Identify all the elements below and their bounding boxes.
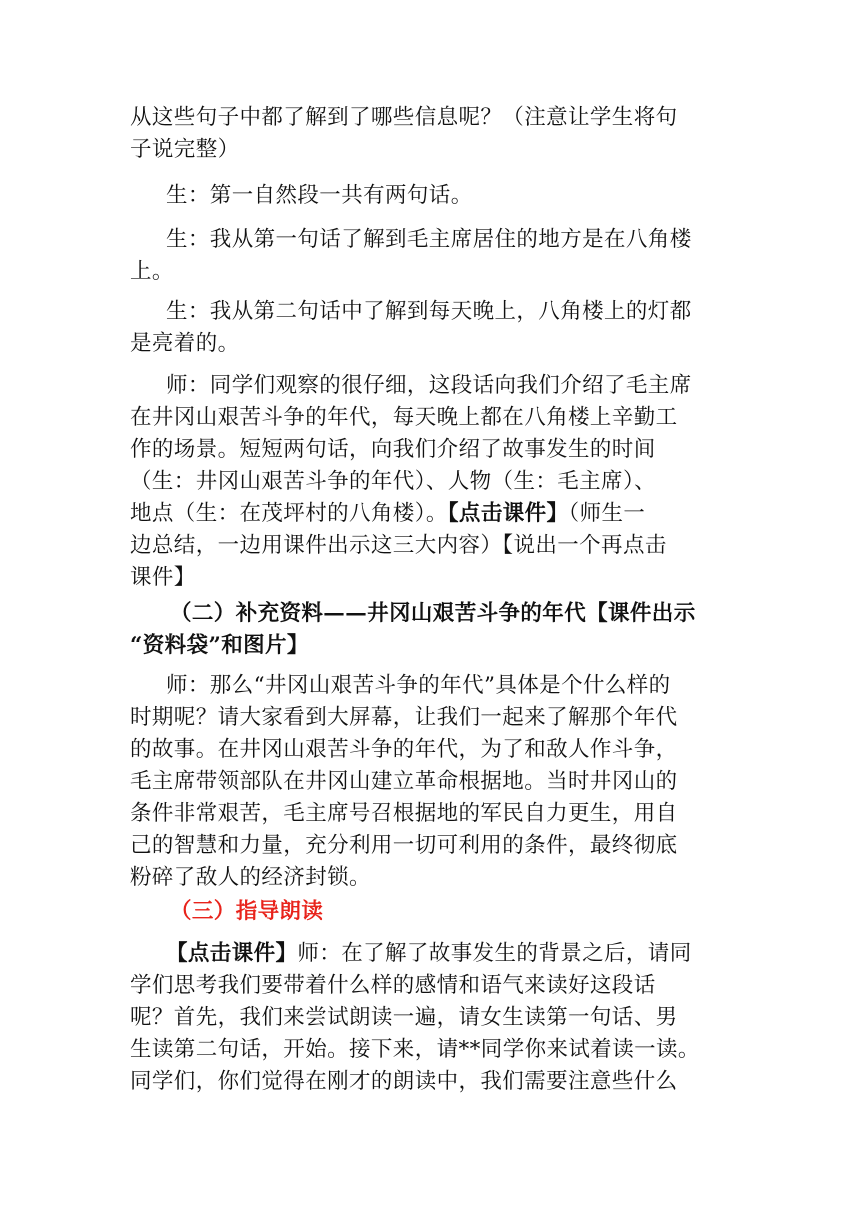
paragraph-teacher-summary (130, 370, 730, 594)
text-segment: 师：在了解了故事发生的背景之后，请同 (297, 941, 692, 966)
text-line: 上。 (130, 259, 174, 284)
text-line: 生读第二句话，开始。接下来，请**同学你来试着读一读。 (130, 1037, 700, 1062)
text-line: 作的场景。短短两句话，向我们介绍了故事发生的时间 (130, 437, 656, 462)
paragraph-student-answer-2 (130, 224, 730, 288)
paragraph-student-answer-1 (130, 180, 730, 212)
section-heading-supplement (130, 598, 730, 662)
text-line: 生：第一自然段一共有两句话。 (166, 183, 473, 208)
text-line-with-cue (130, 938, 730, 970)
text-line: 呢？首先，我们来尝试朗读一遍，请女生读第一句话、男 (130, 1005, 678, 1030)
text-line: 在井冈山艰苦斗争的年代，每天晚上都在八角楼上辛勤工 (130, 405, 678, 430)
courseware-cue: 【点击课件】 (447, 501, 569, 526)
text-line: 毛主席带领部队在井冈山建立革命根据地。当时井冈山的 (130, 769, 678, 794)
paragraph-intro-question (130, 102, 730, 166)
text-line: 师：同学们观察的很仔细，这段话向我们介绍了毛主席 (166, 373, 692, 398)
section-heading-reading-guidance (130, 896, 730, 928)
text-line: （生：井冈山艰苦斗争的年代）、人物（生：毛主席）、 (130, 469, 657, 494)
paragraph-student-answer-3 (130, 296, 730, 360)
text-line: 时期呢？请大家看到大屏幕，让我们一起来了解那个年代 (130, 705, 678, 730)
text-line: 是亮着的。 (130, 331, 240, 356)
text-line: 己的智慧和力量，充分利用一切可利用的条件，最终彻底 (130, 833, 678, 858)
text-line: 粉碎了敌人的经济封锁。 (130, 865, 371, 890)
text-line: 生：我从第一句话了解到毛主席居住的地方是在八角楼 (166, 227, 692, 252)
text-line-with-cue (130, 498, 730, 530)
text-segment: 地点（生：在茂坪村的八角楼）。 (130, 501, 448, 526)
text-line: 从这些句子中都了解到了哪些信息呢？（注意让学生将句 (130, 105, 678, 130)
text-line: 子说完整） (130, 137, 240, 162)
text-segment: （师生一 (568, 501, 646, 526)
heading-line: “资料袋”和图片】 (130, 633, 309, 658)
text-line: 生：我从第二句话中了解到每天晚上，八角楼上的灯都 (166, 299, 692, 324)
heading-line: （二）补充资料——井冈山艰苦斗争的年代【课件出示 (170, 601, 696, 626)
text-line: 学们思考我们要带着什么样的感情和语气来读好这段话 (130, 973, 656, 998)
courseware-cue: 【点击课件】 (166, 941, 298, 966)
paragraph-background-story (130, 670, 730, 894)
text-line: 的故事。在井冈山艰苦斗争的年代，为了和敌人作斗争， (130, 737, 678, 762)
text-line: 师：那么“井冈山艰苦斗争的年代”具体是个什么样的 (166, 673, 671, 698)
text-line: 课件】 (130, 565, 196, 590)
heading-line: （三）指导朗读 (170, 899, 324, 924)
text-line: 同学们，你们觉得在刚才的朗读中，我们需要注意些什么 (130, 1069, 678, 1094)
text-line: 条件非常艰苦，毛主席号召根据地的军民自力更生，用自 (130, 801, 678, 826)
paragraph-reading-instruction (130, 938, 730, 1098)
text-line: 边总结，一边用课件出示这三大内容）【说出一个再点击 (130, 533, 667, 558)
